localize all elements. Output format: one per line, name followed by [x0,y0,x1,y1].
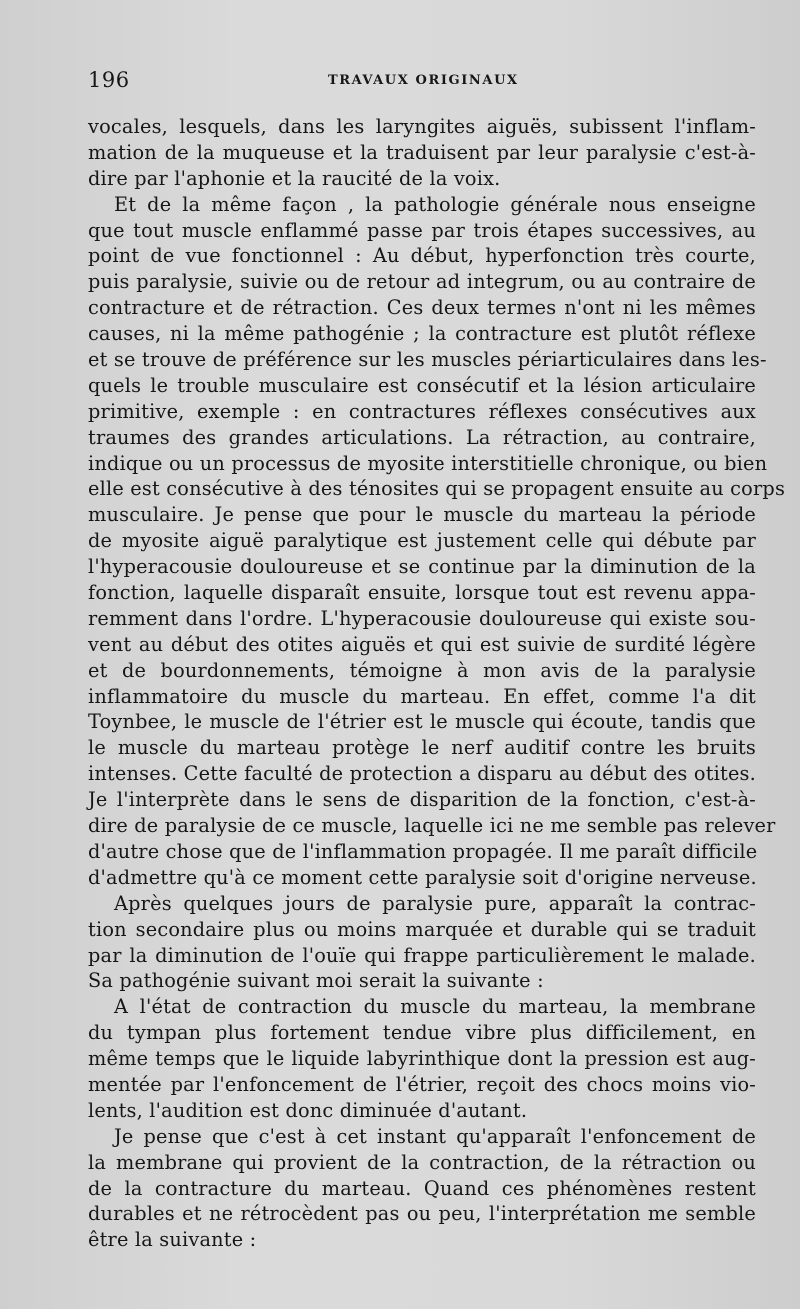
running-head: TRAVAUX ORIGINAUX [328,73,519,88]
text-line: la membrane qui provient de la contraction, de la rétraction ou [88,1150,756,1174]
text-line: de la contracture du marteau. Quand ces phénomènes restent [88,1176,756,1200]
body-text [88,114,786,1253]
page-number: 196 [88,68,130,92]
page-header [88,66,756,94]
text-line: et de bourdonnements, témoigne à mon avis de la paralysie [88,658,756,682]
text-line: même temps que le liquide labyrinthique dont la pression est aug- [88,1047,756,1071]
text-line: quels le trouble musculaire est consécutif et la lésion articulaire [88,373,756,397]
text-line: musculaire. Je pense que pour le muscle du marteau la période [88,503,756,527]
text-line: de myosite aiguë paralytique est justement celle qui débute par [88,529,756,553]
text-line: que tout muscle enflammé passe par trois étapes successives, au [88,218,756,242]
text-line: Toynbee, le muscle de l'étrier est le muscle qui écoute, tandis que [88,710,756,734]
text-line: du tympan plus fortement tendue vibre plus difficilement, en [88,1021,756,1045]
text-line: Après quelques jours de paralysie pure, apparaît la contrac- [114,891,756,915]
text-line: causes, ni la même pathogénie ; la contracture est plutôt réflexe [88,322,756,346]
text-line: Sa pathogénie suivant moi serait la suivante : [88,969,544,993]
text-line: Et de la même façon , la pathologie générale nous enseigne [114,192,756,216]
text-line: par la diminution de l'ouïe qui frappe particulièrement le malade. [88,943,756,967]
text-line: dire de paralysie de ce muscle, laquelle ici ne me semble pas relever [88,814,776,838]
text-line: dire par l'aphonie et la raucité de la voix. [88,166,501,190]
text-line: primitive, exemple : en contractures réflexes consécutives aux [88,399,756,423]
text-line: d'autre chose que de l'inflammation propagée. Il me paraît difficile [88,839,758,863]
text-line: elle est consécutive à des ténosites qui se propagent ensuite au corps [88,477,786,501]
text-line: inflammatoire du muscle du marteau. En effet, comme l'a dit [88,684,756,708]
text-line: d'admettre qu'à ce moment cette paralysie soit d'origine nerveuse. [88,865,757,889]
text-line: fonction, laquelle disparaît ensuite, lorsque tout est revenu appa- [88,581,756,605]
text-line: vent au début des otites aiguës et qui est suivie de surdité légère [88,632,756,656]
text-line: l'hyperacousie douloureuse et se continue par la diminution de la [88,555,756,579]
text-line: et se trouve de préférence sur les muscles périarticulaires dans les- [88,348,767,372]
text-line: indique ou un processus de myosite interstitielle chronique, ou bien [88,451,768,475]
text-line: être la suivante : [88,1228,257,1252]
text-line: le muscle du marteau protège le nerf auditif contre les bruits [88,736,756,760]
text-line: remment dans l'ordre. L'hyperacousie douloureuse qui existe sou- [88,606,756,630]
text-line: contracture et de rétraction. Ces deux termes n'ont ni les mêmes [88,296,756,320]
text-line: Je pense que c'est à cet instant qu'apparaît l'enfoncement de [114,1124,756,1148]
text-line: traumes des grandes articulations. La rétraction, au contraire, [88,425,756,449]
text-line: durables et ne rétrocèdent pas ou peu, l'interprétation me semble [88,1202,756,1226]
text-line: point de vue fonctionnel : Au début, hyperfonction très courte, [88,244,756,268]
text-line: lents, l'audition est donc diminuée d'autant. [88,1098,528,1122]
text-line: Je l'interprète dans le sens de disparition de la fonction, c'est-à- [88,788,756,812]
text-line: vocales, lesquels, dans les laryngites aiguës, subissent l'inflam- [88,115,756,138]
text-line: mation de la muqueuse et la traduisent par leur paralysie c'est-à- [88,140,756,164]
text-line: intenses. Cette faculté de protection a disparu au début des otites. [88,762,756,786]
text-line: puis paralysie, suivie ou de retour ad integrum, ou au contraire de [88,270,756,294]
text-line: tion secondaire plus ou moins marquée et durable qui se traduit [88,917,756,941]
text-line: A l'état de contraction du muscle du marteau, la membrane [114,995,756,1019]
text-line: mentée par l'enfoncement de l'étrier, reçoit des chocs moins vio- [88,1072,756,1096]
